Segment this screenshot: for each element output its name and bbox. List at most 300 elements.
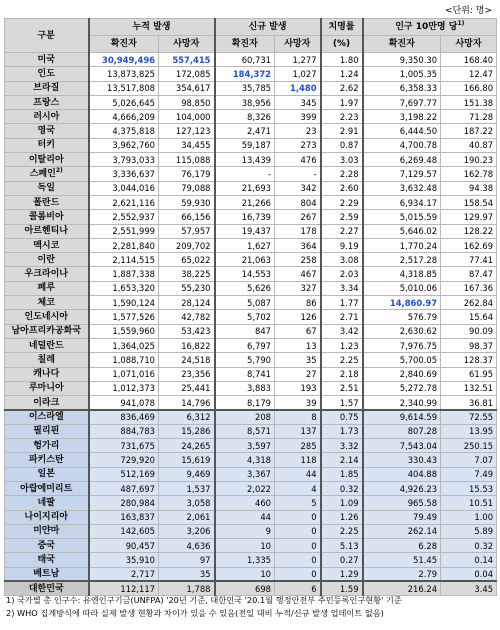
- cell-p-cases: 216.24: [363, 581, 441, 595]
- cell-new-deaths: 0: [275, 553, 321, 567]
- cell-cum-cases: 30,949,496: [89, 53, 159, 67]
- cell-p-deaths: 190.23: [441, 153, 497, 167]
- country-name: 대한민국: [5, 581, 89, 595]
- cell-p-cases: 2,840.69: [363, 367, 441, 381]
- cell-cum-deaths: 557,415: [159, 53, 215, 67]
- cell-p-cases: 14,860.97: [363, 296, 441, 310]
- cell-new-deaths: 804: [275, 195, 321, 209]
- cell-cum-deaths: 1,537: [159, 481, 215, 495]
- cell-new-cases: 184,372: [215, 67, 275, 81]
- table-row: [5, 410, 497, 424]
- cell-new-deaths: 0: [275, 567, 321, 581]
- cell-p-cases: 262.14: [363, 524, 441, 538]
- cell-cum-cases: 13,873,825: [89, 67, 159, 81]
- table-row: [5, 81, 497, 95]
- cell-fatality: 2.25: [321, 353, 363, 367]
- footnotes: [6, 594, 402, 620]
- table-row: [5, 67, 497, 81]
- cell-cum-deaths: 53,423: [159, 324, 215, 338]
- country-name: 네팔: [5, 496, 89, 510]
- cell-p-deaths: 7.07: [441, 453, 497, 467]
- table-row: [5, 281, 497, 295]
- cell-new-cases: 21,063: [215, 253, 275, 267]
- cell-p-deaths: 94.38: [441, 181, 497, 195]
- col-category-header: 구분: [5, 19, 89, 53]
- table-row: [5, 95, 497, 109]
- cell-new-cases: 10: [215, 539, 275, 553]
- cell-fatality: 3.32: [321, 439, 363, 453]
- cell-new-deaths: 0: [275, 510, 321, 524]
- cell-cum-cases: 280,984: [89, 496, 159, 510]
- cell-new-cases: 21,693: [215, 181, 275, 195]
- cell-new-cases: 44: [215, 510, 275, 524]
- cell-p-cases: 965.58: [363, 496, 441, 510]
- cell-new-deaths: 0: [275, 524, 321, 538]
- cell-new-deaths: 35: [275, 353, 321, 367]
- cell-fatality: 3.08: [321, 253, 363, 267]
- cell-fatality: 1.23: [321, 338, 363, 352]
- cell-fatality: 1.80: [321, 53, 363, 67]
- cell-new-deaths: 476: [275, 153, 321, 167]
- cell-p-cases: 4,318.85: [363, 267, 441, 281]
- cell-fatality: 2.03: [321, 267, 363, 281]
- cell-new-cases: 59,187: [215, 138, 275, 152]
- country-name: 체코: [5, 296, 89, 310]
- cell-cum-cases: 142,605: [89, 524, 159, 538]
- cell-p-cases: 4,700.78: [363, 138, 441, 152]
- cell-p-cases: 7,543.04: [363, 439, 441, 453]
- cell-p-deaths: 3.45: [441, 581, 497, 595]
- cell-cum-cases: 1,364,025: [89, 338, 159, 352]
- country-name: 남아프리카공화국: [5, 324, 89, 338]
- new-header: 신규 발생: [215, 19, 321, 36]
- cell-cum-cases: 3,793,033: [89, 153, 159, 167]
- cell-p-deaths: 128.22: [441, 224, 497, 238]
- cell-new-cases: 2,471: [215, 124, 275, 138]
- cell-p-cases: 6,444.50: [363, 124, 441, 138]
- cell-new-cases: 9: [215, 524, 275, 538]
- cell-new-cases: 208: [215, 410, 275, 424]
- cell-new-cases: 3,883: [215, 381, 275, 395]
- table-row: [5, 253, 497, 267]
- cell-new-cases: 5,626: [215, 281, 275, 295]
- cell-p-cases: 9,350.30: [363, 53, 441, 67]
- cell-p-deaths: 12.47: [441, 67, 497, 81]
- cell-new-cases: -: [215, 167, 275, 181]
- cell-cum-deaths: 15,286: [159, 424, 215, 438]
- cell-cum-cases: 1,887,338: [89, 267, 159, 281]
- cell-cum-deaths: 25,441: [159, 381, 215, 395]
- table-row: [5, 424, 497, 438]
- cell-fatality: 3.03: [321, 153, 363, 167]
- cell-new-deaths: 86: [275, 296, 321, 310]
- cell-cum-cases: 3,962,760: [89, 138, 159, 152]
- table-row: [5, 467, 497, 481]
- cell-cum-deaths: 66,156: [159, 210, 215, 224]
- cell-new-deaths: 342: [275, 181, 321, 195]
- cell-cum-deaths: 23,356: [159, 367, 215, 381]
- table-row: [5, 496, 497, 510]
- table-row: [5, 167, 497, 181]
- cell-cum-deaths: 34,455: [159, 138, 215, 152]
- cell-p-deaths: 71.28: [441, 110, 497, 124]
- table-row: [5, 296, 497, 310]
- country-name: 헝가리: [5, 439, 89, 453]
- cell-cum-deaths: 3,058: [159, 496, 215, 510]
- cell-cum-deaths: 57,957: [159, 224, 215, 238]
- cell-cum-cases: 13,517,808: [89, 81, 159, 95]
- cell-cum-deaths: 354,617: [159, 81, 215, 95]
- fatality-header: 치명률: [321, 19, 363, 36]
- cell-cum-deaths: 104,000: [159, 110, 215, 124]
- cell-new-cases: 5,790: [215, 353, 275, 367]
- country-name: 프랑스: [5, 95, 89, 109]
- cell-p-deaths: 168.40: [441, 53, 497, 67]
- table-row: [5, 210, 497, 224]
- country-name: 스페인$^{2)}$: [5, 167, 89, 181]
- cell-p-deaths: 1.00: [441, 510, 497, 524]
- cum-deaths-header: 사망자: [159, 36, 215, 53]
- cell-fatality: 1.59: [321, 581, 363, 595]
- table-row: [5, 396, 497, 410]
- cell-cum-cases: 3,336,637: [89, 167, 159, 181]
- cell-p-deaths: 15.64: [441, 310, 497, 324]
- p-cases-header: 확진자: [363, 36, 441, 53]
- cell-cum-cases: 5,026,645: [89, 95, 159, 109]
- cell-p-deaths: 166.80: [441, 81, 497, 95]
- per100k-header: 인구 10만명 당$^{1)}$: [363, 19, 497, 36]
- new-cases-header: 확진자: [215, 36, 275, 53]
- cell-p-cases: 7,129.57: [363, 167, 441, 181]
- country-name: 멕시코: [5, 238, 89, 252]
- cell-new-deaths: 67: [275, 324, 321, 338]
- cell-p-cases: 1,770.24: [363, 238, 441, 252]
- cell-fatality: 2.18: [321, 367, 363, 381]
- cell-cum-deaths: 4,636: [159, 539, 215, 553]
- cell-p-deaths: 129.97: [441, 210, 497, 224]
- country-name: 영국: [5, 124, 89, 138]
- cell-p-cases: 7,976.75: [363, 338, 441, 352]
- cell-cum-cases: 1,071,016: [89, 367, 159, 381]
- cell-p-deaths: 15.53: [441, 481, 497, 495]
- cell-new-cases: 13,439: [215, 153, 275, 167]
- cell-p-cases: 2,340.99: [363, 396, 441, 410]
- cell-new-deaths: 467: [275, 267, 321, 281]
- cell-fatality: 9.19: [321, 238, 363, 252]
- cell-cum-cases: 731,675: [89, 439, 159, 453]
- cell-new-deaths: 1,480: [275, 81, 321, 95]
- cell-fatality: 2.25: [321, 524, 363, 538]
- cell-p-cases: 2,630.62: [363, 324, 441, 338]
- table-row: [5, 381, 497, 395]
- cell-cum-deaths: 1,788: [159, 581, 215, 595]
- table-row: [5, 324, 497, 338]
- cell-new-deaths: 8: [275, 410, 321, 424]
- cell-new-deaths: 44: [275, 467, 321, 481]
- cell-p-deaths: 187.22: [441, 124, 497, 138]
- cell-cum-deaths: 55,230: [159, 281, 215, 295]
- cell-cum-deaths: 24,265: [159, 439, 215, 453]
- cell-new-deaths: 285: [275, 439, 321, 453]
- cell-fatality: 0.27: [321, 553, 363, 567]
- country-name: 이스라엘: [5, 410, 89, 424]
- cell-p-deaths: 87.47: [441, 267, 497, 281]
- country-name: 폴란드: [5, 195, 89, 209]
- country-name: 미얀마: [5, 524, 89, 538]
- cell-fatality: 1.85: [321, 467, 363, 481]
- cell-cum-deaths: 3,206: [159, 524, 215, 538]
- cell-fatality: 2.60: [321, 181, 363, 195]
- cell-cum-cases: 163,837: [89, 510, 159, 524]
- cell-cum-deaths: 209,702: [159, 238, 215, 252]
- cell-cum-deaths: 97: [159, 553, 215, 567]
- cell-cum-cases: 1,088,710: [89, 353, 159, 367]
- cell-new-deaths: 13: [275, 338, 321, 352]
- table-row: [5, 353, 497, 367]
- cum-cases-header: 확진자: [89, 36, 159, 53]
- cell-new-cases: 2,022: [215, 481, 275, 495]
- cell-fatality: 2.59: [321, 210, 363, 224]
- cell-p-cases: 6,358.33: [363, 81, 441, 95]
- country-name: 아랍에미리트: [5, 481, 89, 495]
- cell-cum-deaths: 6,312: [159, 410, 215, 424]
- cell-cum-deaths: 2,061: [159, 510, 215, 524]
- cell-fatality: 2.27: [321, 224, 363, 238]
- cell-new-deaths: 345: [275, 95, 321, 109]
- cell-cum-deaths: 42,782: [159, 310, 215, 324]
- cell-new-cases: 698: [215, 581, 275, 595]
- cell-p-cases: 5,015.59: [363, 210, 441, 224]
- country-name: 우크라이나: [5, 267, 89, 281]
- cell-new-deaths: 273: [275, 138, 321, 152]
- table-row: [5, 539, 497, 553]
- unit-label: <단위: 명>: [444, 6, 492, 16]
- cell-p-cases: 79.49: [363, 510, 441, 524]
- table-row: [5, 567, 497, 581]
- table-row: [5, 181, 497, 195]
- table-row: [5, 224, 497, 238]
- country-name: 필리핀: [5, 424, 89, 438]
- cell-new-deaths: 1,027: [275, 67, 321, 81]
- cell-cum-cases: 2,717: [89, 567, 159, 581]
- country-name: 캐나다: [5, 367, 89, 381]
- cell-cum-cases: 512,169: [89, 467, 159, 481]
- cell-fatality: 1.24: [321, 67, 363, 81]
- cell-new-deaths: 0: [275, 539, 321, 553]
- cell-new-cases: 8,571: [215, 424, 275, 438]
- cell-p-deaths: 128.37: [441, 353, 497, 367]
- cell-cum-deaths: 172,085: [159, 67, 215, 81]
- cell-cum-cases: 941,078: [89, 396, 159, 410]
- cell-new-cases: 4,318: [215, 453, 275, 467]
- cell-fatality: 1.97: [321, 95, 363, 109]
- cell-fatality: 1.73: [321, 424, 363, 438]
- cell-cum-deaths: 14,796: [159, 396, 215, 410]
- cell-fatality: 2.23: [321, 110, 363, 124]
- cell-fatality: 2.14: [321, 453, 363, 467]
- cell-p-cases: 2.79: [363, 567, 441, 581]
- cell-new-cases: 8,326: [215, 110, 275, 124]
- cell-fatality: 1.29: [321, 567, 363, 581]
- cell-fatality: 2.62: [321, 81, 363, 95]
- cell-new-deaths: 126: [275, 310, 321, 324]
- cell-new-deaths: 327: [275, 281, 321, 295]
- cell-cum-cases: 2,114,515: [89, 253, 159, 267]
- cell-p-cases: 330.43: [363, 453, 441, 467]
- table-row: [5, 267, 497, 281]
- cell-p-deaths: 167.36: [441, 281, 497, 295]
- cell-new-deaths: 39: [275, 396, 321, 410]
- country-name: 터키: [5, 138, 89, 152]
- cell-p-cases: 5,010.06: [363, 281, 441, 295]
- cell-cum-cases: 2,551,999: [89, 224, 159, 238]
- cell-p-cases: 6,934.17: [363, 195, 441, 209]
- country-name: 러시아: [5, 110, 89, 124]
- cell-new-deaths: 1,277: [275, 53, 321, 67]
- country-name: 파키스탄: [5, 453, 89, 467]
- cell-new-cases: 19,437: [215, 224, 275, 238]
- cell-cum-deaths: 115,088: [159, 153, 215, 167]
- cell-new-cases: 1,627: [215, 238, 275, 252]
- new-deaths-header: 사망자: [275, 36, 321, 53]
- cell-cum-deaths: 9,469: [159, 467, 215, 481]
- cell-p-deaths: 72.55: [441, 410, 497, 424]
- cell-p-cases: 5,646.02: [363, 224, 441, 238]
- country-name: 네덜란드: [5, 338, 89, 352]
- cell-p-cases: 576.79: [363, 310, 441, 324]
- cell-cum-cases: 487,697: [89, 481, 159, 495]
- table-row: [5, 510, 497, 524]
- cell-p-cases: 3,632.48: [363, 181, 441, 195]
- cell-fatality: 5.13: [321, 539, 363, 553]
- cell-p-deaths: 0.14: [441, 553, 497, 567]
- cell-cum-cases: 4,666,209: [89, 110, 159, 124]
- cell-p-cases: 404.88: [363, 467, 441, 481]
- cell-cum-cases: 35,910: [89, 553, 159, 567]
- covid-stats-table: [4, 18, 497, 596]
- cell-p-deaths: 36.81: [441, 396, 497, 410]
- cumulative-header: 누적 발생: [89, 19, 215, 36]
- cell-new-cases: 3,597: [215, 439, 275, 453]
- cell-new-cases: 5,087: [215, 296, 275, 310]
- cell-p-cases: 51.45: [363, 553, 441, 567]
- cell-p-deaths: 250.15: [441, 439, 497, 453]
- cell-p-cases: 807.28: [363, 424, 441, 438]
- cell-new-deaths: 6: [275, 581, 321, 595]
- cell-new-cases: 10: [215, 567, 275, 581]
- cell-new-cases: 1,335: [215, 553, 275, 567]
- cell-new-deaths: 118: [275, 453, 321, 467]
- country-name: 나이지리아: [5, 510, 89, 524]
- cell-new-deaths: 258: [275, 253, 321, 267]
- country-name: 태국: [5, 553, 89, 567]
- country-name: 베트남: [5, 567, 89, 581]
- cell-cum-cases: 3,044,016: [89, 181, 159, 195]
- cell-new-cases: 847: [215, 324, 275, 338]
- cell-cum-deaths: 59,930: [159, 195, 215, 209]
- cell-fatality: 1.57: [321, 396, 363, 410]
- country-name: 아르헨티나: [5, 224, 89, 238]
- cell-new-cases: 3,367: [215, 467, 275, 481]
- cell-p-deaths: 162.69: [441, 238, 497, 252]
- cell-cum-cases: 2,281,840: [89, 238, 159, 252]
- p-deaths-header: 사망자: [441, 36, 497, 53]
- cell-p-deaths: 132.51: [441, 381, 497, 395]
- cell-cum-deaths: 15,619: [159, 453, 215, 467]
- country-name: 미국: [5, 53, 89, 67]
- cell-fatality: 1.09: [321, 496, 363, 510]
- table-row: [5, 110, 497, 124]
- cell-p-cases: 6.28: [363, 539, 441, 553]
- cell-new-cases: 5,702: [215, 310, 275, 324]
- country-name: 콜롬비아: [5, 210, 89, 224]
- cell-cum-cases: 1,559,960: [89, 324, 159, 338]
- cell-p-cases: 2,517.28: [363, 253, 441, 267]
- country-name: 이란: [5, 253, 89, 267]
- cell-new-deaths: 4: [275, 481, 321, 495]
- cell-cum-deaths: 65,022: [159, 253, 215, 267]
- table-row: [5, 481, 497, 495]
- cell-p-deaths: 262.84: [441, 296, 497, 310]
- cell-p-deaths: 40.87: [441, 138, 497, 152]
- footnote-2: 2) WHO 집계방식에 따라 실제 발생 현황과 차이가 있을 수 있음(전일 대비 누적/신규 발생 업데이트 없음): [6, 608, 384, 618]
- table-row: [5, 367, 497, 381]
- cell-cum-cases: 1,653,320: [89, 281, 159, 295]
- cell-p-cases: 6,269.48: [363, 153, 441, 167]
- cell-p-cases: 3,198.22: [363, 110, 441, 124]
- country-name: 이탈리아: [5, 153, 89, 167]
- table-row: [5, 453, 497, 467]
- table-row: [5, 153, 497, 167]
- cell-new-cases: 21,266: [215, 195, 275, 209]
- cell-p-cases: 5,700.05: [363, 353, 441, 367]
- table-row: [5, 138, 497, 152]
- cell-new-deaths: 23: [275, 124, 321, 138]
- cell-new-cases: 460: [215, 496, 275, 510]
- cell-new-deaths: 27: [275, 367, 321, 381]
- cell-fatality: 0.32: [321, 481, 363, 495]
- cell-fatality: 0.75: [321, 410, 363, 424]
- cell-p-deaths: 5.89: [441, 524, 497, 538]
- table-row: [5, 338, 497, 352]
- table-row: [5, 195, 497, 209]
- country-name: 독일: [5, 181, 89, 195]
- cell-new-cases: 8,179: [215, 396, 275, 410]
- cell-new-deaths: 193: [275, 381, 321, 395]
- cell-cum-cases: 2,552,937: [89, 210, 159, 224]
- cell-p-deaths: 13.95: [441, 424, 497, 438]
- table-row: [5, 53, 497, 67]
- cell-p-cases: 7,697.77: [363, 95, 441, 109]
- table-row: [5, 524, 497, 538]
- cell-new-deaths: -: [275, 167, 321, 181]
- cell-p-deaths: 162.78: [441, 167, 497, 181]
- cell-p-deaths: 10.51: [441, 496, 497, 510]
- cell-fatality: 2.29: [321, 195, 363, 209]
- cell-p-deaths: 0.04: [441, 567, 497, 581]
- cell-new-deaths: 267: [275, 210, 321, 224]
- cell-p-deaths: 7.49: [441, 467, 497, 481]
- cell-p-deaths: 158.54: [441, 195, 497, 209]
- cell-p-cases: 9,614.59: [363, 410, 441, 424]
- cell-new-deaths: 178: [275, 224, 321, 238]
- country-name: 인도네시아: [5, 310, 89, 324]
- cell-cum-cases: 1,590,124: [89, 296, 159, 310]
- cell-p-deaths: 61.95: [441, 367, 497, 381]
- cell-new-cases: 14,553: [215, 267, 275, 281]
- country-name: 루마니아: [5, 381, 89, 395]
- cell-cum-deaths: 35: [159, 567, 215, 581]
